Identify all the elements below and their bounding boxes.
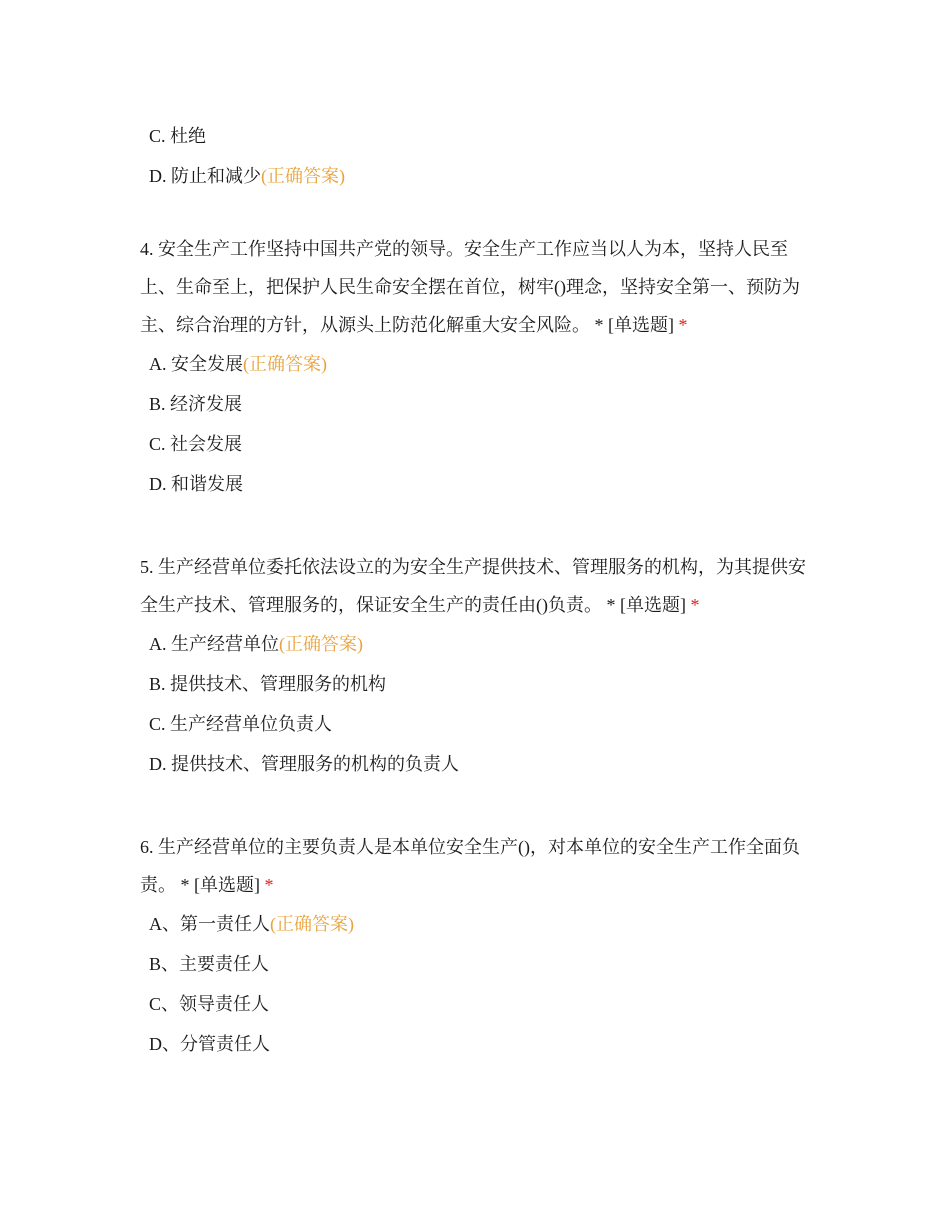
option-b <box>140 672 820 712</box>
question-type: * [单选题] <box>602 595 686 615</box>
option-d <box>140 472 820 512</box>
correct-answer-tag: (正确答案) <box>243 354 327 374</box>
option-text: C、领导责任人 <box>149 994 270 1014</box>
option-text: C. 杜绝 <box>149 126 207 146</box>
question-6 <box>140 828 820 1072</box>
option-text: A. 安全发展 <box>149 354 243 374</box>
question-text <box>140 230 820 344</box>
question-type: * [单选题] <box>176 875 260 895</box>
question-stem: 5. 生产经营单位委托依法设立的为安全生产提供技术、管理服务的机构，为其提供安全生产技术、管理服务的，保证安全生产的责任由()负责。 <box>140 557 806 615</box>
option-text: C. 生产经营单位负责人 <box>149 714 333 734</box>
required-star: * <box>674 315 688 335</box>
correct-answer-tag: (正确答案) <box>261 166 345 186</box>
option-a <box>140 352 820 392</box>
option-text: B. 经济发展 <box>149 394 243 414</box>
question-4 <box>140 230 820 512</box>
option-text: C. 社会发展 <box>149 434 243 454</box>
option-d <box>140 164 820 204</box>
option-c <box>140 124 820 164</box>
question-text <box>140 548 820 624</box>
option-b <box>140 952 820 992</box>
correct-answer-tag: (正确答案) <box>279 634 363 654</box>
option-a <box>140 912 820 952</box>
question-stem: 6. 生产经营单位的主要负责人是本单位安全生产()，对本单位的安全生产工作全面负责。 <box>140 837 800 895</box>
question-type: * [单选题] <box>590 315 674 335</box>
option-text: A. 生产经营单位 <box>149 634 279 654</box>
option-text: D. 提供技术、管理服务的机构的负责人 <box>149 754 459 774</box>
required-star: * <box>686 595 700 615</box>
question-stem: 4. 安全生产工作坚持中国共产党的领导。安全生产工作应当以人为本，坚持人民至上、生命至上，把保护人民生命安全摆在首位，树牢()理念，坚持安全第一、预防为主、综合治理的方针，从源头上防范化解重大安全风险。 <box>140 239 800 335</box>
option-text: A、第一责任人 <box>149 914 270 934</box>
question-text <box>140 828 820 904</box>
option-text: D. 防止和减少 <box>149 166 261 186</box>
option-c <box>140 712 820 752</box>
question-5 <box>140 548 820 792</box>
option-d <box>140 752 820 792</box>
required-star: * <box>260 875 274 895</box>
previous-question-options <box>140 124 820 204</box>
option-b <box>140 392 820 432</box>
option-text: B、主要责任人 <box>149 954 270 974</box>
option-text: D、分管责任人 <box>149 1034 270 1054</box>
option-text: B. 提供技术、管理服务的机构 <box>149 674 387 694</box>
option-c <box>140 992 820 1032</box>
option-c <box>140 432 820 472</box>
option-a <box>140 632 820 672</box>
option-d <box>140 1032 820 1072</box>
correct-answer-tag: (正确答案) <box>270 914 354 934</box>
option-text: D. 和谐发展 <box>149 474 243 494</box>
